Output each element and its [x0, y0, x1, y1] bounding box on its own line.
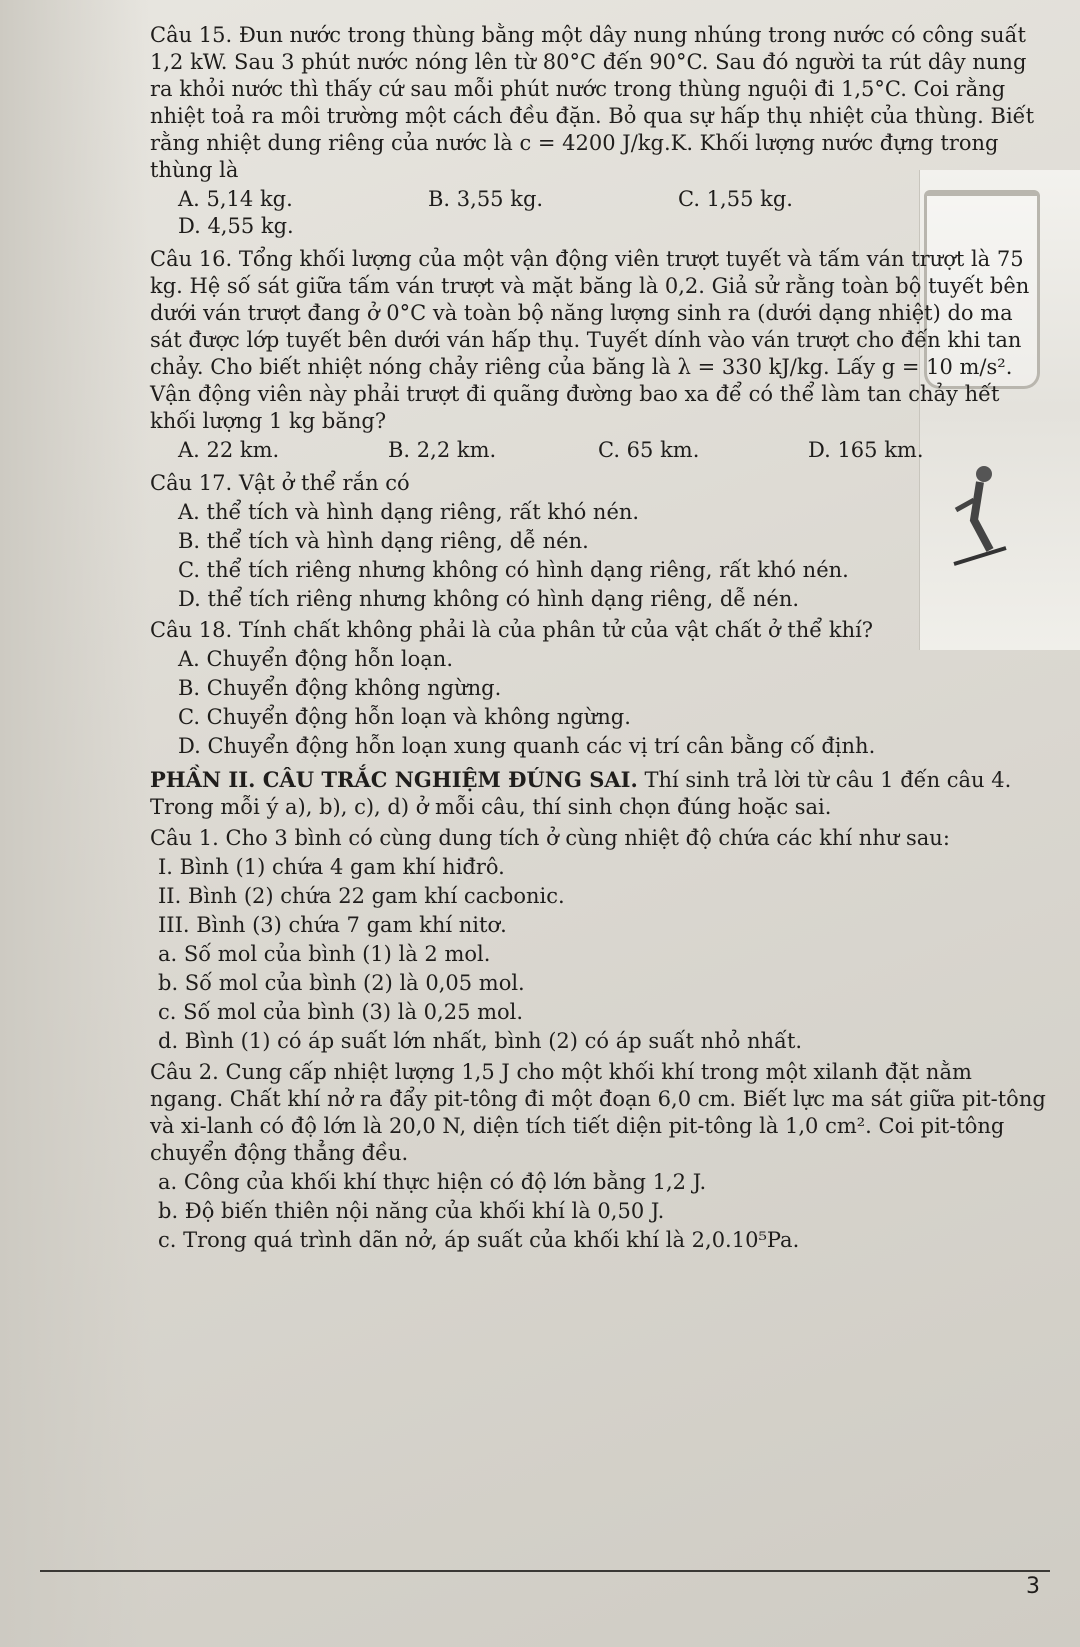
option-17-c: C. thể tích riêng nhưng không có hình dạng riêng, rất khó nén. — [178, 558, 849, 582]
question-18 — [150, 617, 1050, 644]
part-2-header — [150, 766, 1050, 821]
option-15-b: B. 3,55 kg. — [428, 187, 544, 211]
tf-2-statement-b: b. Độ biến thiên nội năng của khối khí là 0,50 J. — [158, 1199, 665, 1223]
footer-rule — [40, 1570, 1050, 1572]
tf-1-statement-d: d. Bình (1) có áp suất lớn nhất, bình (2) có áp suất nhỏ nhất. — [158, 1029, 803, 1053]
option-17-d: D. thể tích riêng nhưng không có hình dạng riêng, dễ nén. — [178, 587, 800, 611]
option-15-a: A. 5,14 kg. — [178, 187, 293, 211]
tf-1-item-ii: II. Bình (2) chứa 22 gam khí cacbonic. — [158, 884, 565, 908]
question-17-text: Câu 17. Vật ở thể rắn có — [150, 471, 410, 495]
question-16-text: Câu 16. Tổng khối lượng của một vận động viên trượt tuyết và tấm ván trượt là 75 kg. Hệ số sát giữa tấm ván trượt và mặt băng là 0,2. Giả sử rằng toàn bộ tuyết bên dưới ván trượt đang ở 0°C và toàn bộ năng lượng sinh ra (dưới dạng nhiệt) do ma sát được lớp tuyết bên dưới ván hấp thụ. Tuyết dính vào ván trượt cho đến khi tan chảy. Cho biết nhiệt nóng chảy riêng của băng là λ = 330 kJ/kg. Lấy g = 10 m/s². Vận động viên này phải trượt đi quãng đường bao xa để có thể làm tan chảy hết khối lượng 1 kg băng? — [150, 247, 1030, 433]
option-18-c: C. Chuyển động hỗn loạn và không ngừng. — [178, 705, 631, 729]
tf-question-1 — [150, 825, 1050, 852]
tf-2-statement-a: a. Công của khối khí thực hiện có độ lớn bằng 1,2 J. — [158, 1170, 707, 1194]
option-17-a: A. thể tích và hình dạng riêng, rất khó nén. — [178, 500, 640, 524]
tf-1-statement-b: b. Số mol của bình (2) là 0,05 mol. — [158, 971, 525, 995]
tf-1-item-i: I. Bình (1) chứa 4 gam khí hiđrô. — [158, 855, 505, 879]
option-15-c: C. 1,55 kg. — [678, 187, 793, 211]
tf-question-1-text: Câu 1. Cho 3 bình có cùng dung tích ở cùng nhiệt độ chứa các khí như sau: — [150, 826, 950, 850]
question-16 — [150, 246, 1050, 435]
question-15 — [150, 22, 1050, 184]
option-16-a: A. 22 km. — [178, 438, 280, 462]
option-18-a: A. Chuyển động hỗn loạn. — [178, 647, 453, 671]
page-shadow — [0, 0, 150, 1647]
option-16-b: B. 2,2 km. — [388, 438, 497, 462]
part-2-instruction: Thí sinh trả lời từ câu 1 đến câu 4. Trong mỗi ý a), b), c), d) ở mỗi câu, thí sinh chọn đúng hoặc sai. — [150, 768, 1012, 819]
option-18-b: B. Chuyển động không ngừng. — [178, 676, 502, 700]
page-number: 3 — [1026, 1574, 1040, 1599]
option-15-d: D. 4,55 kg. — [178, 214, 294, 238]
option-17-b: B. thể tích và hình dạng riêng, dễ nén. — [178, 529, 589, 553]
part-2-heading: PHẦN II. CÂU TRẮC NGHIỆM ĐÚNG SAI. — [150, 767, 638, 792]
tf-1-item-iii: III. Bình (3) chứa 7 gam khí nitơ. — [158, 913, 507, 937]
question-15-options — [150, 186, 1050, 240]
tf-question-2 — [150, 1059, 1050, 1167]
tf-2-statement-c: c. Trong quá trình dãn nở, áp suất của khối khí là 2,0.10⁵Pa. — [158, 1228, 800, 1252]
option-16-c: C. 65 km. — [598, 438, 700, 462]
tf-question-2-text: Câu 2. Cung cấp nhiệt lượng 1,5 J cho một khối khí trong một xilanh đặt nằm ngang. Chất khí nở ra đẩy pit-tông đi một đoạn 6,0 cm. Biết lực ma sát giữa pit-tông và xi-lanh có độ lớn là 20,0 N, diện tích tiết diện pit-tông là 1,0 cm². Coi pit-tông chuyển động thẳng đều. — [150, 1060, 1046, 1165]
option-16-d: D. 165 km. — [808, 438, 924, 462]
tf-1-statement-a: a. Số mol của bình (1) là 2 mol. — [158, 942, 491, 966]
question-15-text: Câu 15. Đun nước trong thùng bằng một dây nung nhúng trong nước có công suất 1,2 kW. Sau 3 phút nước nóng lên từ 80°C đến 90°C. Sau đó người ta rút dây nung ra khỏi nước thì thấy cứ sau mỗi phút nước trong thùng nguội đi 1,5°C. Coi rằng nhiệt toả ra môi trường một cách đều đặn. Bỏ qua sự hấp thụ nhiệt của thùng. Biết rằng nhiệt dung riêng của nước là c = 4200 J/kg.K. Khối lượng nước đựng trong thùng là — [150, 23, 1035, 182]
question-18-text: Câu 18. Tính chất không phải là của phân tử của vật chất ở thể khí? — [150, 618, 874, 642]
option-18-d: D. Chuyển động hỗn loạn xung quanh các vị trí cân bằng cố định. — [178, 734, 876, 758]
exam-content — [150, 22, 1050, 1256]
question-16-options — [150, 437, 1050, 464]
question-17 — [150, 470, 1050, 497]
tf-1-statement-c: c. Số mol của bình (3) là 0,25 mol. — [158, 1000, 524, 1024]
